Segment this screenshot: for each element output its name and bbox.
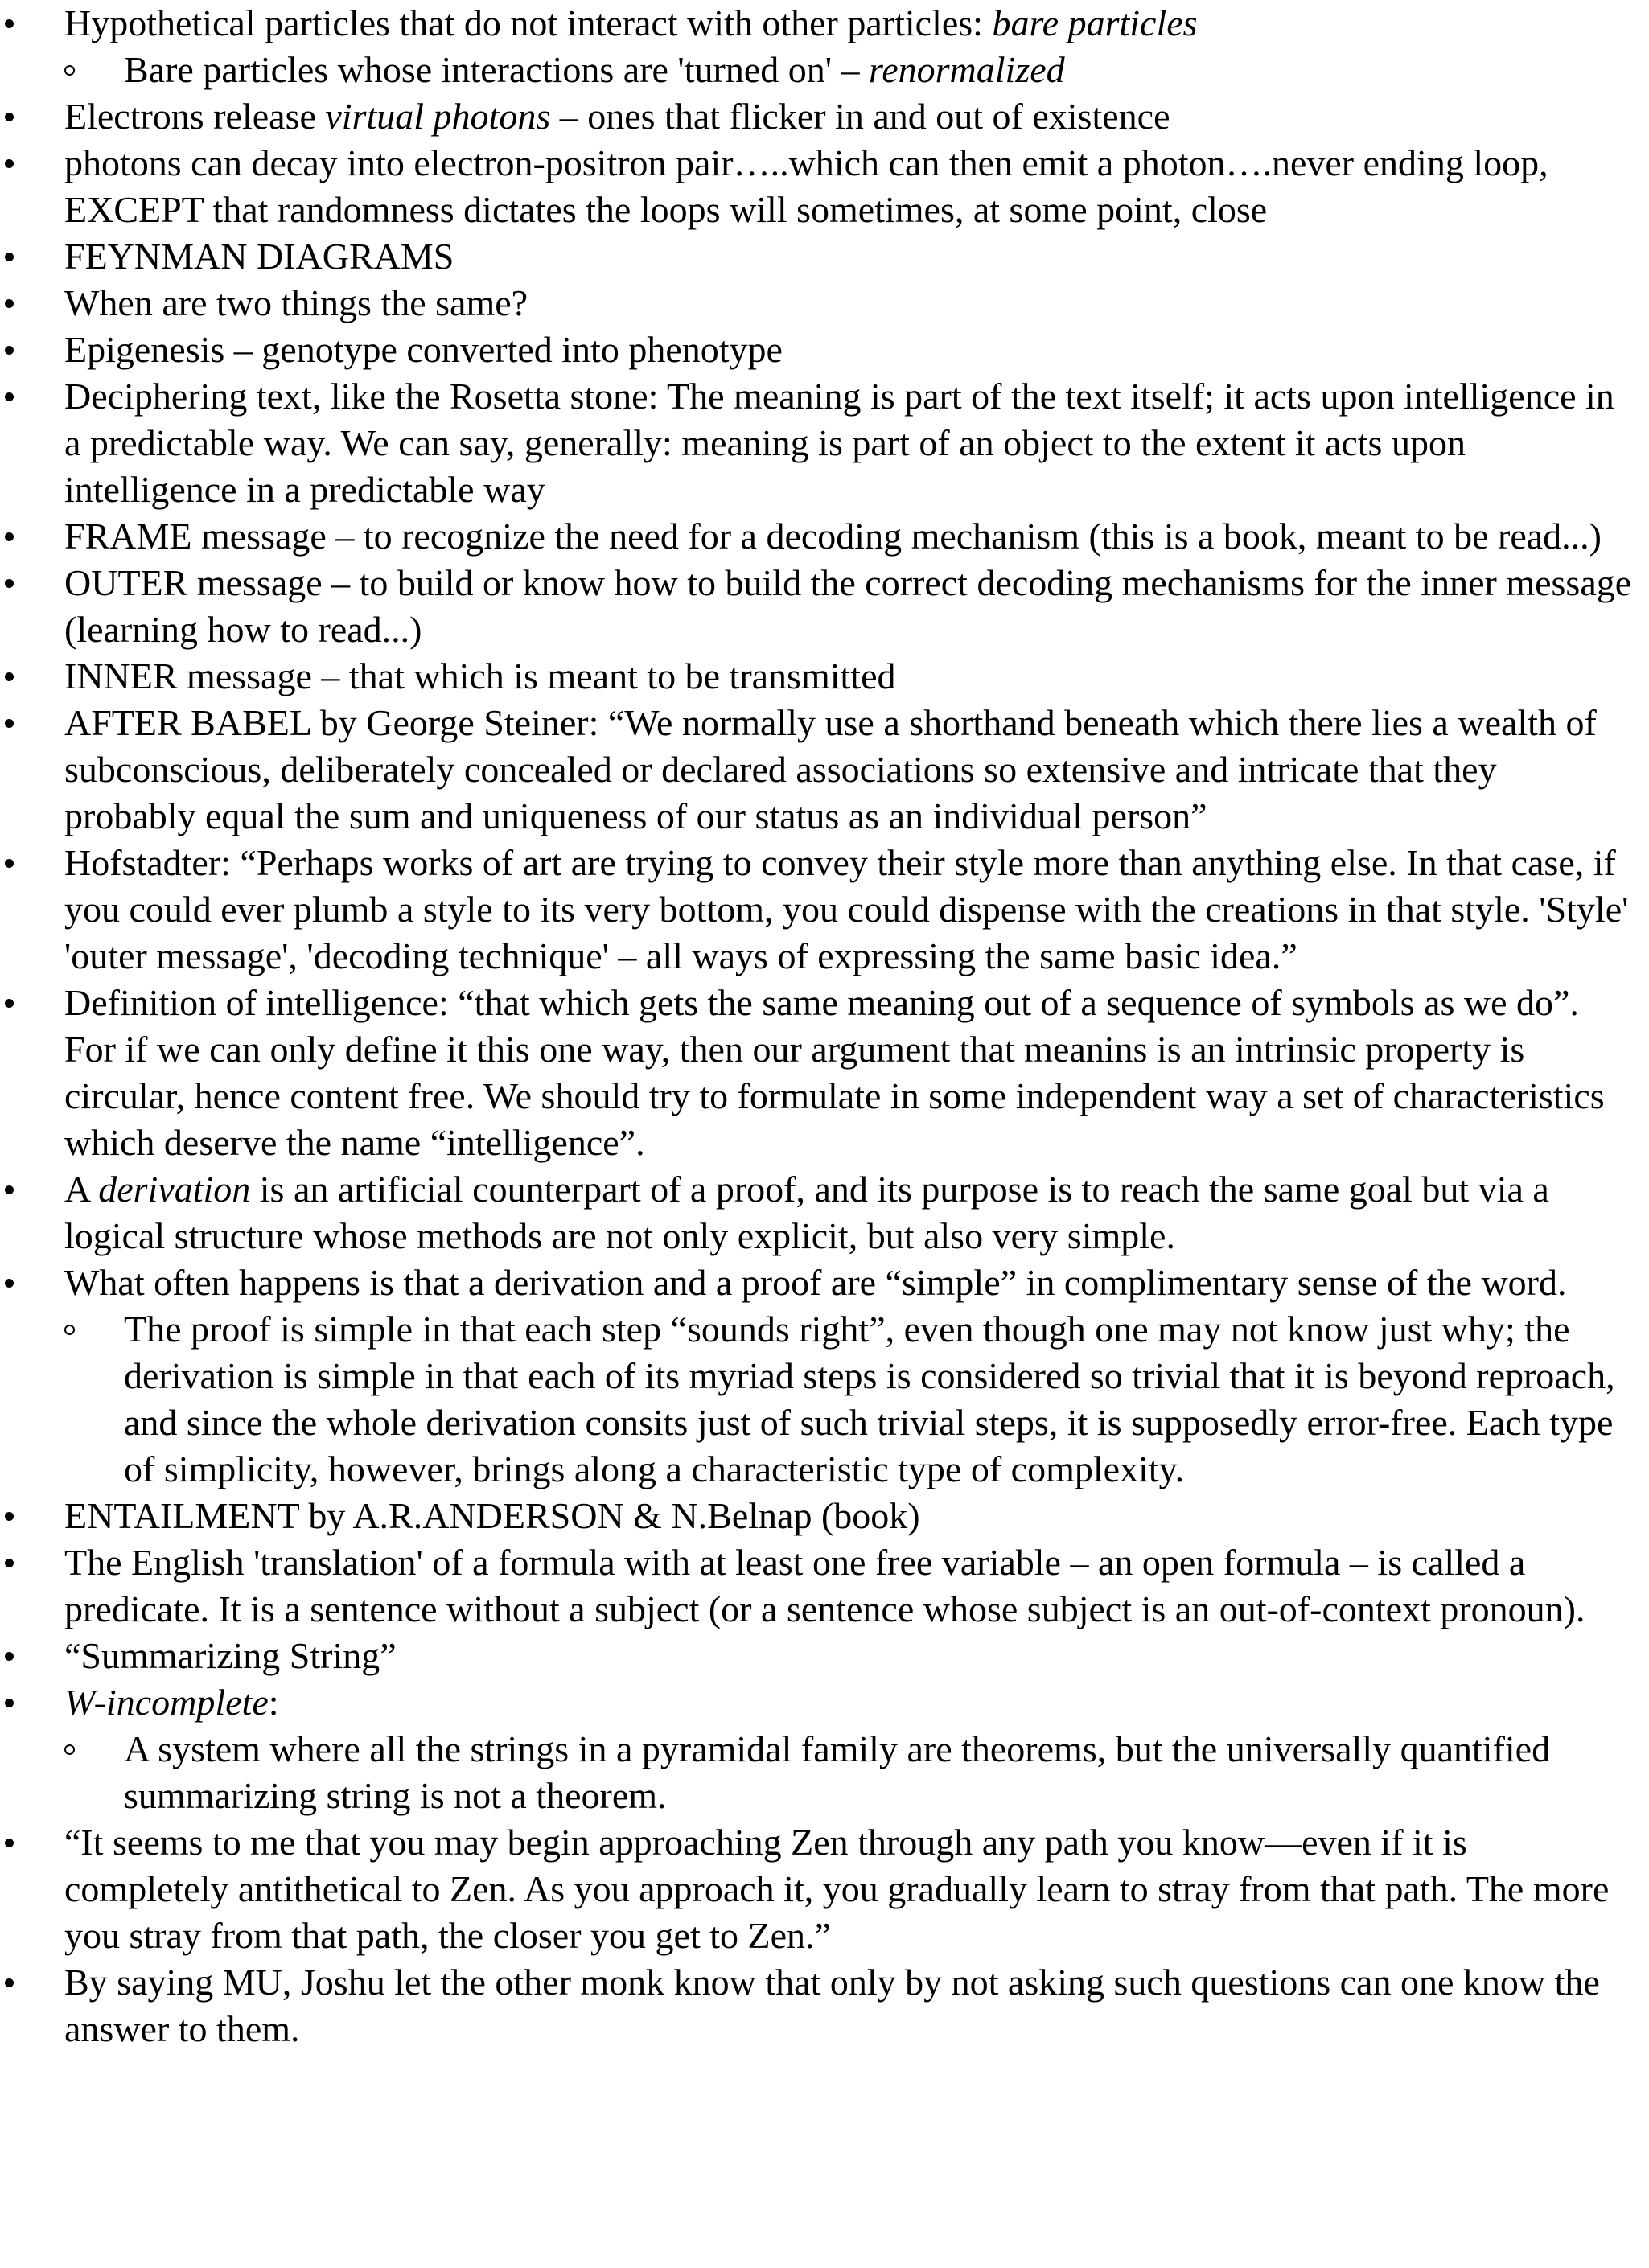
text-run: The English 'translation' of a formula with at least one free variable – an open formula – is called a predicate. It is a sentence without a subject (or a sentence whose subject is an out-of-context pronoun). bbox=[64, 1542, 1585, 1629]
bullet-item bbox=[0, 1259, 1649, 1306]
bullet-item bbox=[0, 373, 1649, 513]
bullet-text bbox=[64, 96, 1170, 137]
bullet-text bbox=[64, 562, 1631, 650]
text-run: “Summarizing String” bbox=[64, 1635, 397, 1676]
italic-text: virtual photons bbox=[325, 96, 551, 137]
bullet-text bbox=[64, 1682, 279, 1723]
text-run: Hypothetical particles that do not interact with other particles: bbox=[64, 2, 993, 43]
bullet-item bbox=[0, 93, 1649, 140]
text-run: What often happens is that a derivation and a proof are “simple” in complimentary sense of the word. bbox=[64, 1262, 1567, 1303]
text-run: is an artificial counterpart of a proof, and its purpose is to reach the same goal but via a logical structure whose methods are not only explicit, but also very simple. bbox=[64, 1169, 1549, 1256]
bullet-text bbox=[64, 236, 454, 277]
text-run: Deciphering text, like the Rosetta stone: The meaning is part of the text itself; it acts upon intelligence in a predictable way. We can say, generally: meaning is part of an object to the extent it acts upon intelligence in a predictable way bbox=[64, 376, 1614, 510]
bullet-text bbox=[64, 1542, 1585, 1629]
bullet-item bbox=[0, 1539, 1649, 1633]
bullet-text bbox=[64, 282, 528, 323]
bullet-item bbox=[0, 1819, 1649, 1959]
text-run: Bare particles whose interactions are 'turned on' – bbox=[124, 49, 870, 90]
text-run: By saying MU, Joshu let the other monk know that only by not asking such questions can one know the answer to them. bbox=[64, 1962, 1600, 2049]
bullet-text bbox=[64, 702, 1597, 836]
bullet-text bbox=[64, 1822, 1609, 1956]
bullet-item bbox=[0, 1959, 1649, 2052]
bullet-text bbox=[64, 516, 1602, 557]
text-run: The proof is simple in that each step “sounds right”, even though one may not know just why; the derivation is simple in that each of its myriad steps is considered so trivial that it is beyond reproach, and since the whole derivation consits just of such trivial steps, it is supposedly error-free. Each type of simplicity, however, brings along a characteristic type of complexity. bbox=[124, 1309, 1615, 1489]
bullet-text bbox=[124, 1728, 1550, 1816]
bullet-text bbox=[64, 1262, 1567, 1303]
bullet-item bbox=[0, 1633, 1649, 1679]
italic-text: W-incomplete bbox=[64, 1682, 269, 1723]
sub-bullet-item bbox=[0, 47, 1649, 93]
text-run: “It seems to me that you may begin approaching Zen through any path you know—even if it is completely antithetical to Zen. As you approach it, you gradually learn to stray from that path. The more you stray from that path, the closer you get to Zen.” bbox=[64, 1822, 1610, 1956]
bullet-text bbox=[64, 655, 896, 696]
text-run: A bbox=[64, 1169, 99, 1210]
bullet-item bbox=[0, 327, 1649, 373]
bullet-text bbox=[64, 1169, 1549, 1256]
bullet-item bbox=[0, 700, 1649, 840]
bullet-item bbox=[0, 233, 1649, 280]
bullet-text bbox=[64, 142, 1548, 230]
text-run: Definition of intelligence: “that which gets the same meaning out of a sequence of symbols as we do”. For if we can only define it this one way, then our argument that meanins is an intrinsic property is circular, hence content free. We should try to formulate in some independent way a set of characteristics which deserve the name “intelligence”. bbox=[64, 982, 1605, 1163]
bullet-item bbox=[0, 513, 1649, 560]
text-run: OUTER message – to build or know how to build the correct decoding mechanisms for the inner message (learning how to read...) bbox=[64, 562, 1632, 650]
sub-bullet-item bbox=[0, 1306, 1649, 1493]
text-run: INNER message – that which is meant to be transmitted bbox=[64, 655, 896, 696]
bullet-item bbox=[0, 840, 1649, 980]
bullet-item bbox=[0, 0, 1649, 47]
text-run: photons can decay into electron-positron pair…..which can then emit a photon….never ending loop, EXCEPT that randomness dictates the loops will sometimes, at some point, close bbox=[64, 142, 1548, 230]
bullet-text bbox=[64, 1962, 1600, 2049]
text-run: : bbox=[268, 1682, 279, 1723]
bullet-text bbox=[64, 2, 1198, 43]
text-run: FRAME message – to recognize the need for a decoding mechanism (this is a book, meant to be read...) bbox=[64, 516, 1602, 557]
text-run: Electrons release bbox=[64, 96, 326, 137]
bullet-item bbox=[0, 560, 1649, 653]
bullet-text bbox=[64, 842, 1628, 976]
bullet-text bbox=[64, 376, 1614, 510]
bullet-item bbox=[0, 1493, 1649, 1539]
sub-bullet-item bbox=[0, 1726, 1649, 1819]
text-run: AFTER BABEL by George Steiner: “We normally use a shorthand beneath which there lies a wealth of subconscious, deliberately concealed or declared associations so extensive and intricate that they probably equal the sum and uniqueness of our status as an individual person” bbox=[64, 702, 1597, 836]
bullet-text bbox=[64, 1635, 397, 1676]
bullet-text bbox=[64, 329, 783, 370]
italic-text: renormalized bbox=[869, 49, 1065, 90]
text-run: When are two things the same? bbox=[64, 282, 528, 323]
text-run: Epigenesis – genotype converted into phenotype bbox=[64, 329, 783, 370]
bullet-item bbox=[0, 280, 1649, 327]
bullet-item bbox=[0, 140, 1649, 233]
italic-text: bare particles bbox=[992, 2, 1198, 43]
text-run: – ones that flicker in and out of existence bbox=[550, 96, 1170, 137]
text-run: ENTAILMENT by A.R.ANDERSON & N.Belnap (book) bbox=[64, 1495, 920, 1536]
italic-text: derivation bbox=[98, 1169, 251, 1210]
bullet-item bbox=[0, 1679, 1649, 1726]
bullet-item bbox=[0, 980, 1649, 1166]
bullet-text bbox=[124, 49, 1065, 90]
bullet-item bbox=[0, 1166, 1649, 1259]
text-run: A system where all the strings in a pyramidal family are theorems, but the universally quantified summarizing string is not a theorem. bbox=[124, 1728, 1551, 1816]
text-run: Hofstadter: “Perhaps works of art are trying to convey their style more than anything else. In that case, if you could ever plumb a style to its very bottom, you could dispense with the creations in that style. 'Style' 'outer message', 'decoding technique' – all ways of expressing the same basic idea.” bbox=[64, 842, 1629, 976]
text-run: FEYNMAN DIAGRAMS bbox=[64, 236, 454, 277]
bullet-text bbox=[64, 982, 1605, 1163]
bullet-text bbox=[124, 1309, 1615, 1489]
bullet-item bbox=[0, 653, 1649, 700]
bullet-text bbox=[64, 1495, 920, 1536]
